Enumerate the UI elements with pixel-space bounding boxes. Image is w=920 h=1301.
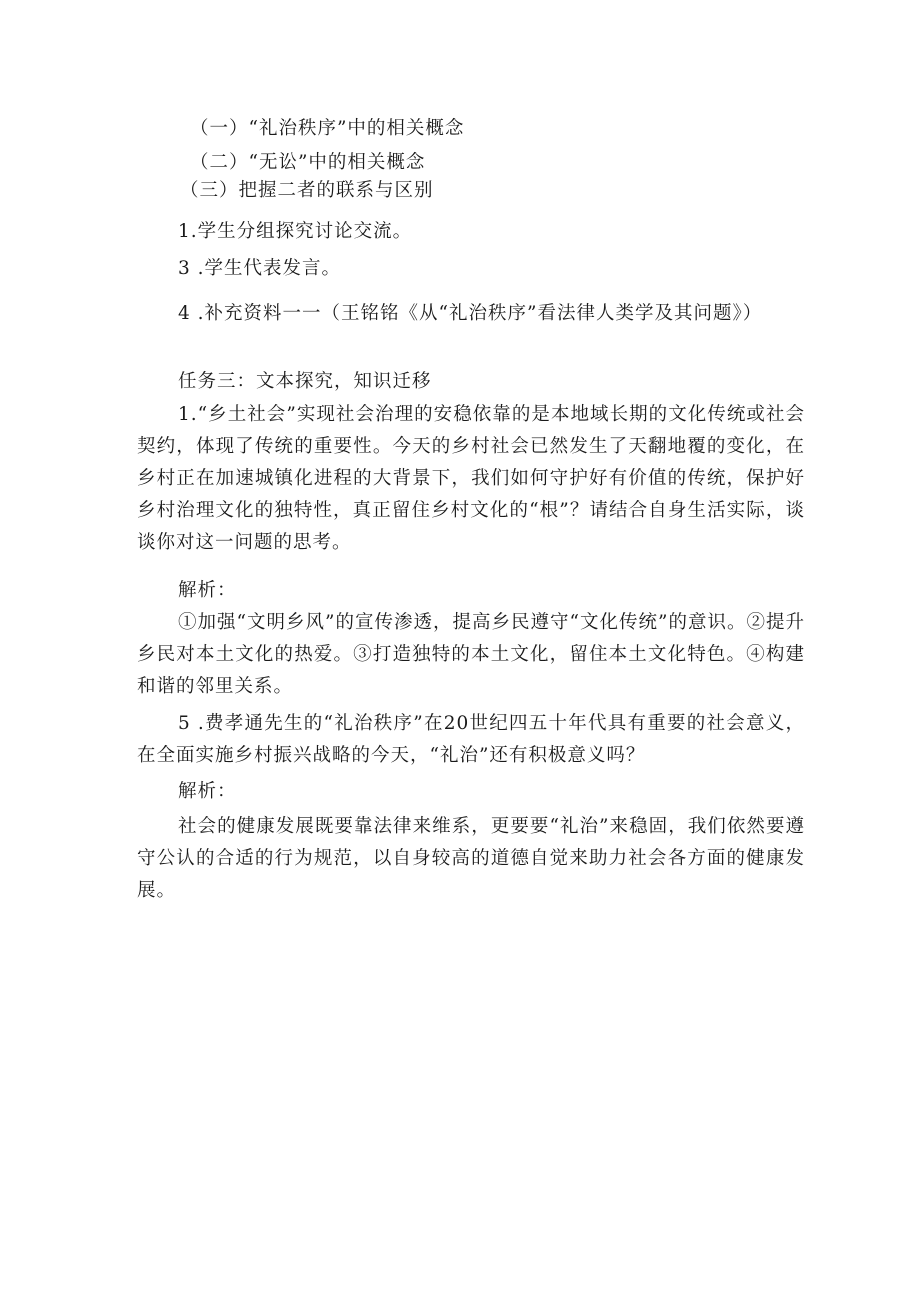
task3-heading: 任务三：文本探究，知识迁移 bbox=[178, 371, 432, 392]
question-1: 1.“乡土社会”实现社会治理的安稳依靠的是本地域长期的文化传统或社会契约，体现了传统的重要性。今天的乡村社会已然发生了天翻地覆的变化，在乡村正在加速城镇化进程的大背景下，我们如何守护好有价值的传统，保护好乡村治理文化的独特性，真正留住乡村文化的“根”？请结合自身生活实际，谈谈你对这一问题的思考。 bbox=[137, 404, 805, 553]
answer-1: ①加强“文明乡风”的宣传渗透，提高乡民遵守“文化传统”的意识。②提升乡民对本土文化的热爱。③打造独特的本土文化，留住本土文化特色。④构建和谐的邻里关系。 bbox=[137, 612, 805, 697]
answer-1-label: 解析： bbox=[178, 580, 237, 601]
answer-5: 社会的健康发展既要靠法律来维系，更要要“礼治”来稳固，我们依然要遵守公认的合适的行为规范，以自身较高的道德自觉来助力社会各方面的健康发展。 bbox=[137, 816, 805, 901]
outline-item-2: （二）“无讼”中的相关概念 bbox=[190, 152, 426, 173]
step-3: 3 .学生代表发言。 bbox=[178, 258, 342, 279]
outline-item-1: （一）“礼治秩序”中的相关概念 bbox=[190, 118, 465, 139]
step-1: 1.学生分组探究讨论交流。 bbox=[178, 221, 413, 242]
outline-item-3: （三）把握二者的联系与区别 bbox=[180, 180, 434, 201]
answer-5-label: 解析： bbox=[178, 781, 237, 802]
step-4: 4 .补充资料一一（王铭铭《从“礼治秩序”看法律人类学及其问题》） bbox=[178, 303, 763, 324]
question-5: 5 .费孝通先生的“礼治秩序”在20世纪四五十年代具有重要的社会意义，在全面实施乡村振兴战略的今天，“礼治”还有积极意义吗？ bbox=[137, 713, 805, 766]
